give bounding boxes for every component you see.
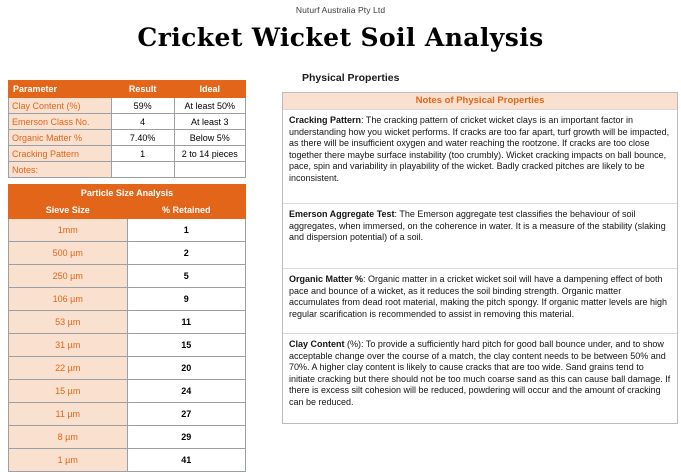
param-ideal: At least 3 bbox=[174, 114, 245, 130]
param-result: 4 bbox=[111, 114, 174, 130]
table-row bbox=[9, 98, 246, 114]
sieve-size: 11 µm bbox=[9, 403, 128, 426]
percent-retained: 41 bbox=[127, 449, 246, 472]
note-clay-content bbox=[283, 334, 677, 423]
parameters-table bbox=[8, 80, 246, 178]
param-ideal bbox=[174, 162, 245, 178]
psa-title: Particle Size Analysis bbox=[9, 185, 246, 202]
sieve-size: 106 µm bbox=[9, 288, 128, 311]
sieve-size: 31 µm bbox=[9, 334, 128, 357]
sieve-size: 500 µm bbox=[9, 242, 128, 265]
psa-title-row bbox=[9, 185, 246, 202]
column-header-percent-retained: % Retained bbox=[127, 202, 246, 219]
percent-retained: 29 bbox=[127, 426, 246, 449]
table-row bbox=[9, 334, 246, 357]
param-ideal: 2 to 14 pieces bbox=[174, 146, 245, 162]
param-result: 59% bbox=[111, 98, 174, 114]
note-term: Emerson Aggregate Test bbox=[289, 209, 395, 219]
param-ideal: Below 5% bbox=[174, 130, 245, 146]
note-body: : The cracking pattern of cricket wicket clays is an important factor in understanding how you wicket performs. If cracks are too far apart, turf growth will be impacted, as there will be insufficient oxygen and water reaching the rootzone. If cracks are too close together there maybe surface instability (too crumbly). Wicket cracking impacts on ball bounce, pace, spin and variability in playability of the wicket. Badly cracked pitches are likely to be inconsistent. bbox=[289, 115, 670, 183]
sieve-size: 53 µm bbox=[9, 311, 128, 334]
percent-retained: 5 bbox=[127, 265, 246, 288]
param-ideal: At least 50% bbox=[174, 98, 245, 114]
column-header-sieve-size: Sieve Size bbox=[9, 202, 128, 219]
column-header-result: Result bbox=[111, 81, 174, 98]
sieve-size: 1mm bbox=[9, 219, 128, 242]
percent-retained: 9 bbox=[127, 288, 246, 311]
column-header-ideal: Ideal bbox=[174, 81, 245, 98]
param-name: Clay Content (%) bbox=[9, 98, 112, 114]
note-body: (%): To provide a sufficiently hard pitch for good ball bounce under, and to show acceptable change over the course of a match, the clay content needs to be between 50% and 70%. A higher clay content is likely to cause cracks that are too wide. Sand grains tend to initiate cracking but there should not be too much coarse sand as this can cause ball damage. If there is excess silt cohesion will be reduced, powdering will occur and the amount of cracking can be reduced. bbox=[289, 339, 671, 407]
percent-retained: 15 bbox=[127, 334, 246, 357]
note-cracking-pattern bbox=[283, 110, 677, 204]
note-body: : The Emerson aggregate test classifies the behaviour of soil aggregates, when immersed, on the coherence in water. It is a measure of the stability (slaking and dispersion potential) of a soil. bbox=[289, 209, 666, 243]
left-column bbox=[8, 80, 246, 472]
table-row bbox=[9, 114, 246, 130]
document-header bbox=[0, 0, 681, 52]
param-name: Emerson Class No. bbox=[9, 114, 112, 130]
note-organic-matter bbox=[283, 269, 677, 334]
param-name: Notes: bbox=[9, 162, 112, 178]
notes-panel-heading: Notes of Physical Properties bbox=[283, 93, 677, 110]
right-column bbox=[282, 72, 678, 424]
table-row bbox=[9, 146, 246, 162]
param-name: Organic Matter % bbox=[9, 130, 112, 146]
percent-retained: 1 bbox=[127, 219, 246, 242]
table-row bbox=[9, 426, 246, 449]
sieve-size: 15 µm bbox=[9, 380, 128, 403]
percent-retained: 11 bbox=[127, 311, 246, 334]
table-row bbox=[9, 357, 246, 380]
table-row bbox=[9, 242, 246, 265]
particle-size-analysis-table bbox=[8, 184, 246, 472]
param-result bbox=[111, 162, 174, 178]
company-name: Nuturf Australia Pty Ltd bbox=[295, 5, 386, 15]
table-row bbox=[9, 311, 246, 334]
sieve-size: 8 µm bbox=[9, 426, 128, 449]
table-row bbox=[9, 403, 246, 426]
percent-retained: 27 bbox=[127, 403, 246, 426]
sieve-size: 250 µm bbox=[9, 265, 128, 288]
note-emerson-aggregate-test bbox=[283, 204, 677, 269]
percent-retained: 2 bbox=[127, 242, 246, 265]
table-row bbox=[9, 449, 246, 472]
param-result: 1 bbox=[111, 146, 174, 162]
percent-retained: 24 bbox=[127, 380, 246, 403]
psa-header-row bbox=[9, 202, 246, 219]
percent-retained: 20 bbox=[127, 357, 246, 380]
table-row bbox=[9, 380, 246, 403]
page-title: Cricket Wicket Soil Analysis bbox=[137, 23, 544, 52]
param-result: 7.40% bbox=[111, 130, 174, 146]
param-name: Cracking Pattern bbox=[9, 146, 112, 162]
note-term: Cracking Pattern bbox=[289, 115, 362, 125]
section-subtitle: Physical Properties bbox=[302, 72, 400, 84]
table-row bbox=[9, 130, 246, 146]
note-body: : Organic matter in a cricket wicket soil will have a dampening effect of both pace and bounce of a wicket, as it reduces the soil binding strength. Organic matter accumulates from dead root material, making the pitch spongy. If organic matter levels are high regular scarification is recommended to assist in removing this material. bbox=[289, 274, 668, 319]
notes-panel bbox=[282, 92, 678, 424]
note-term: Clay Content bbox=[289, 339, 345, 349]
note-term: Organic Matter % bbox=[289, 274, 364, 284]
table-header-row bbox=[9, 81, 246, 98]
sieve-size: 22 µm bbox=[9, 357, 128, 380]
sieve-size: 1 µm bbox=[9, 449, 128, 472]
column-header-parameter: Parameter bbox=[9, 81, 112, 98]
table-row bbox=[9, 288, 246, 311]
table-row-notes bbox=[9, 162, 246, 178]
table-row bbox=[9, 219, 246, 242]
table-row bbox=[9, 265, 246, 288]
